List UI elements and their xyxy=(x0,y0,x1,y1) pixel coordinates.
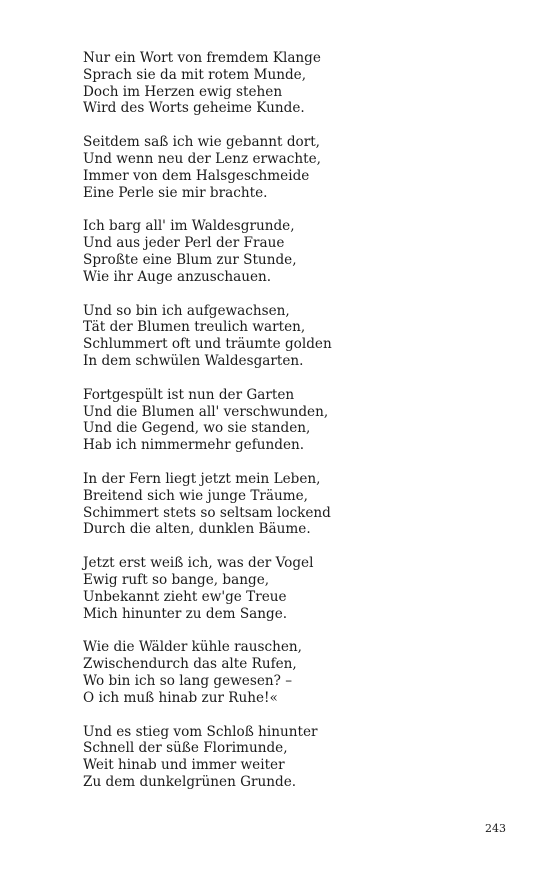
stanza xyxy=(83,303,503,370)
poem-line: Jetzt erst weiß ich, was der Vogel xyxy=(83,555,314,572)
poem-line: O ich muß hinab zur Ruhe!« xyxy=(83,689,278,706)
poem-line: Und es stieg vom Schloß hinunter xyxy=(83,723,318,740)
poem-line: Seitdem saß ich wie gebannt dort, xyxy=(83,134,321,151)
poem-line: Zwischendurch das alte Rufen, xyxy=(83,656,297,673)
poem-line: Sproßte eine Blum zur Stunde, xyxy=(83,251,297,268)
poem-line: Eine Perle sie mir brachte. xyxy=(83,184,268,201)
poem-line: Zu dem dunkelgrünen Grunde. xyxy=(83,773,297,790)
poem-line: Sprach sie da mit rotem Munde, xyxy=(83,66,307,83)
poem-text xyxy=(83,50,503,808)
poem-line: In der Fern liegt jetzt mein Leben, xyxy=(83,470,321,487)
poem-line: Und wenn neu der Lenz erwachte, xyxy=(83,150,321,167)
stanza xyxy=(83,134,503,201)
poem-line: Und die Gegend, wo sie standen, xyxy=(83,420,311,437)
poem-line: Immer von dem Halsgeschmeide xyxy=(83,167,310,184)
stanza xyxy=(83,471,503,538)
poem-line: Unbekannt zieht ew'ge Treue xyxy=(83,588,287,605)
poem-line: Fortgespült ist nun der Garten xyxy=(83,386,295,403)
stanza xyxy=(83,724,503,791)
poem-line: Breitend sich wie junge Träume, xyxy=(83,487,309,504)
poem-line: Ewig ruft so bange, bange, xyxy=(83,571,270,588)
poem-line: Und aus jeder Perl der Fraue xyxy=(83,235,285,252)
poem-line: Schimmert stets so seltsam lockend xyxy=(83,504,331,521)
poem-line: Nur ein Wort von fremdem Klange xyxy=(83,50,321,66)
poem-line: Und so bin ich aufgewachsen, xyxy=(83,302,290,319)
poem-line: Schnell der süße Florimunde, xyxy=(83,740,288,757)
stanza xyxy=(83,50,503,117)
stanza xyxy=(83,387,503,454)
poem-line: Hab ich nimmermehr gefunden. xyxy=(83,437,305,454)
poem-line: Wird des Worts geheime Kunde. xyxy=(83,100,305,117)
poem-line: Wo bin ich so lang gewesen? – xyxy=(83,672,293,689)
poem-line: In dem schwülen Waldesgarten. xyxy=(83,352,304,369)
stanza xyxy=(83,218,503,285)
poem-line: Mich hinunter zu dem Sange. xyxy=(83,605,288,622)
poem-line: Doch im Herzen ewig stehen xyxy=(83,83,283,100)
poem-line: Ich barg all' im Waldesgrunde, xyxy=(83,218,295,235)
poem-line: Und die Blumen all' verschwunden, xyxy=(83,403,329,420)
stanza xyxy=(83,639,503,706)
page-number: 243 xyxy=(485,822,506,835)
poem-line: Wie die Wälder kühle rauschen, xyxy=(83,639,302,656)
poem-line: Schlummert oft und träumte golden xyxy=(83,336,332,353)
stanza xyxy=(83,555,503,622)
poem-line: Wie ihr Auge anzuschauen. xyxy=(83,268,272,285)
poem-line: Durch die alten, dunklen Bäume. xyxy=(83,521,311,538)
poem-line: Tät der Blumen treulich warten, xyxy=(83,319,306,336)
poem-line: Weit hinab und immer weiter xyxy=(83,757,285,774)
